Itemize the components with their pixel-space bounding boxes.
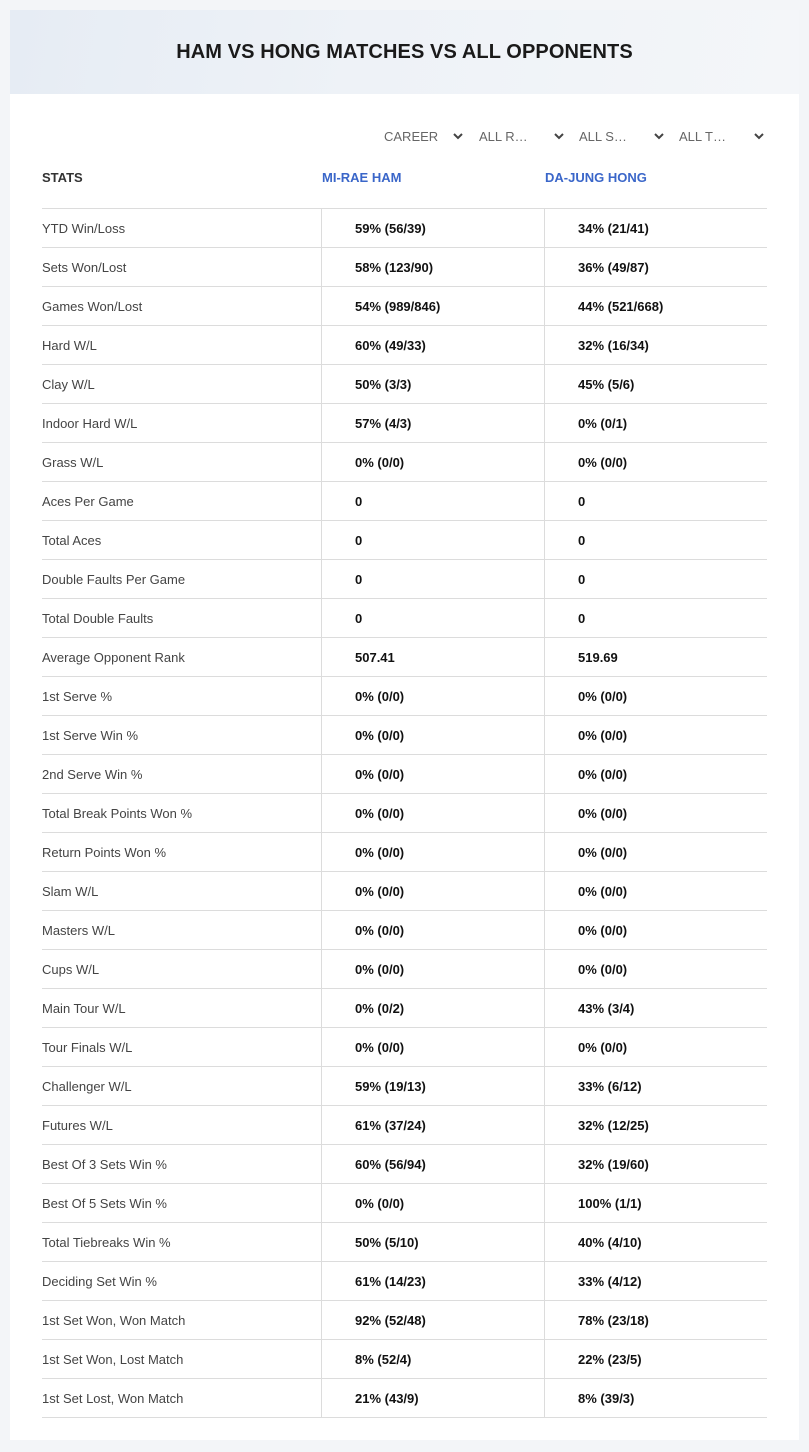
table-row — [42, 1067, 767, 1106]
table-row — [42, 677, 767, 716]
player2-value: 0% (0/0) — [544, 443, 767, 481]
chevron-down-icon — [553, 130, 565, 142]
table-row — [42, 1340, 767, 1379]
table-row — [42, 326, 767, 365]
table-row — [42, 755, 767, 794]
stat-label: Return Points Won % — [42, 844, 167, 860]
player2-value: 0% (0/0) — [544, 755, 767, 793]
player1-link[interactable]: MI-RAE HAM — [322, 170, 402, 185]
stats-table — [42, 208, 767, 1418]
stat-label: Main Tour W/L — [42, 1000, 126, 1016]
filter-label: ALL S… — [579, 128, 627, 144]
table-row — [42, 1301, 767, 1340]
player1-value: 0% (0/0) — [321, 872, 544, 910]
stat-label: Indoor Hard W/L — [42, 415, 138, 431]
chevron-down-icon — [753, 130, 765, 142]
filter-bar — [10, 126, 799, 146]
filter-label: ALL R… — [479, 128, 528, 144]
table-header — [42, 170, 767, 190]
table-row — [42, 1223, 767, 1262]
stat-label: Grass W/L — [42, 454, 104, 470]
stat-label: Aces Per Game — [42, 493, 134, 509]
player1-value: 0% (0/0) — [321, 1028, 544, 1066]
stat-label: Best Of 3 Sets Win % — [42, 1156, 167, 1172]
player2-value: 43% (3/4) — [544, 989, 767, 1027]
filter-period-select[interactable] — [384, 126, 464, 146]
stat-label: Masters W/L — [42, 922, 115, 938]
player2-value: 0% (0/0) — [544, 1028, 767, 1066]
table-row — [42, 911, 767, 950]
player2-value: 0% (0/1) — [544, 404, 767, 442]
player1-value: 58% (123/90) — [321, 248, 544, 286]
player1-value: 61% (37/24) — [321, 1106, 544, 1144]
table-row — [42, 1379, 767, 1418]
player2-value: 44% (521/668) — [544, 287, 767, 325]
table-row — [42, 560, 767, 599]
player1-value: 0% (0/0) — [321, 833, 544, 871]
player2-value: 32% (16/34) — [544, 326, 767, 364]
filter-surface-select[interactable] — [579, 126, 665, 146]
table-row — [42, 1145, 767, 1184]
table-row — [42, 443, 767, 482]
table-row — [42, 638, 767, 677]
player1-value: 0% (0/0) — [321, 1184, 544, 1222]
stat-label: Total Break Points Won % — [42, 805, 193, 821]
player1-value: 0% (0/0) — [321, 716, 544, 754]
stat-label: YTD Win/Loss — [42, 220, 126, 236]
stats-card — [10, 10, 799, 1440]
table-row — [42, 482, 767, 521]
player2-value: 0% (0/0) — [544, 794, 767, 832]
player1-value: 50% (3/3) — [321, 365, 544, 403]
player2-value: 45% (5/6) — [544, 365, 767, 403]
player1-value: 507.41 — [321, 638, 544, 676]
stat-label: Futures W/L — [42, 1117, 113, 1133]
player2-value: 33% (6/12) — [544, 1067, 767, 1105]
card-header — [10, 10, 799, 94]
player1-value: 60% (56/94) — [321, 1145, 544, 1183]
player2-value: 519.69 — [544, 638, 767, 676]
table-row — [42, 989, 767, 1028]
player1-value: 0 — [321, 521, 544, 559]
player2-value: 40% (4/10) — [544, 1223, 767, 1261]
player2-value: 0% (0/0) — [544, 833, 767, 871]
player2-value: 0 — [544, 482, 767, 520]
player2-value: 0 — [544, 560, 767, 598]
stat-label: Sets Won/Lost — [42, 259, 127, 275]
chevron-down-icon — [653, 130, 665, 142]
table-row — [42, 248, 767, 287]
table-row — [42, 716, 767, 755]
player1-value: 0 — [321, 560, 544, 598]
stats-column-header: STATS — [42, 170, 83, 185]
player1-value: 0% (0/0) — [321, 950, 544, 988]
player2-value: 0% (0/0) — [544, 677, 767, 715]
table-row — [42, 404, 767, 443]
player2-value: 100% (1/1) — [544, 1184, 767, 1222]
player1-value: 59% (19/13) — [321, 1067, 544, 1105]
filter-label: ALL T… — [679, 128, 726, 144]
player1-value: 59% (56/39) — [321, 209, 544, 247]
player1-value: 0% (0/0) — [321, 443, 544, 481]
stat-label: Best Of 5 Sets Win % — [42, 1195, 167, 1211]
table-row — [42, 1028, 767, 1067]
player1-value: 57% (4/3) — [321, 404, 544, 442]
player1-value: 0% (0/0) — [321, 755, 544, 793]
page-title: HAM VS HONG MATCHES VS ALL OPPONENTS — [176, 40, 633, 63]
player2-value: 34% (21/41) — [544, 209, 767, 247]
stat-label: 2nd Serve Win % — [42, 766, 143, 782]
table-row — [42, 209, 767, 248]
player2-value: 36% (49/87) — [544, 248, 767, 286]
player1-value: 0% (0/0) — [321, 794, 544, 832]
table-row — [42, 287, 767, 326]
stat-label: Hard W/L — [42, 337, 97, 353]
table-row — [42, 365, 767, 404]
table-row — [42, 1106, 767, 1145]
table-row — [42, 950, 767, 989]
stat-label: 1st Set Won, Lost Match — [42, 1351, 184, 1367]
player2-value: 0 — [544, 599, 767, 637]
stat-label: Total Aces — [42, 532, 102, 548]
player1-value: 0% (0/0) — [321, 911, 544, 949]
stat-label: Slam W/L — [42, 883, 99, 899]
player2-value: 0% (0/0) — [544, 911, 767, 949]
player1-value: 61% (14/23) — [321, 1262, 544, 1300]
player2-value: 0% (0/0) — [544, 950, 767, 988]
player2-value: 8% (39/3) — [544, 1379, 767, 1417]
filter-round-select[interactable] — [479, 126, 565, 146]
player2-value: 0% (0/0) — [544, 872, 767, 910]
player2-value: 32% (19/60) — [544, 1145, 767, 1183]
filter-label: CAREER — [384, 128, 439, 144]
stat-label: Challenger W/L — [42, 1078, 132, 1094]
player1-value: 50% (5/10) — [321, 1223, 544, 1261]
player2-value: 0 — [544, 521, 767, 559]
player1-value: 8% (52/4) — [321, 1340, 544, 1378]
stat-label: Double Faults Per Game — [42, 571, 186, 587]
stat-label: 1st Serve Win % — [42, 727, 139, 743]
table-row — [42, 521, 767, 560]
player1-value: 0 — [321, 599, 544, 637]
chevron-down-icon — [452, 130, 464, 142]
stat-label: Total Double Faults — [42, 610, 154, 626]
player2-link[interactable]: DA-JUNG HONG — [545, 170, 647, 185]
stat-label: Total Tiebreaks Win % — [42, 1234, 171, 1250]
player1-value: 0% (0/2) — [321, 989, 544, 1027]
table-row — [42, 794, 767, 833]
stat-label: 1st Set Lost, Won Match — [42, 1390, 184, 1406]
player2-value: 22% (23/5) — [544, 1340, 767, 1378]
player2-value: 33% (4/12) — [544, 1262, 767, 1300]
player1-value: 60% (49/33) — [321, 326, 544, 364]
player1-value: 0% (0/0) — [321, 677, 544, 715]
player2-value: 32% (12/25) — [544, 1106, 767, 1144]
player1-value: 92% (52/48) — [321, 1301, 544, 1339]
stat-label: Clay W/L — [42, 376, 95, 392]
stat-label: Average Opponent Rank — [42, 649, 185, 665]
player1-value: 54% (989/846) — [321, 287, 544, 325]
player2-value: 0% (0/0) — [544, 716, 767, 754]
player1-value: 21% (43/9) — [321, 1379, 544, 1417]
stat-label: Tour Finals W/L — [42, 1039, 133, 1055]
stat-label: Cups W/L — [42, 961, 100, 977]
table-row — [42, 1262, 767, 1301]
stat-label: Games Won/Lost — [42, 298, 143, 314]
stat-label: 1st Set Won, Won Match — [42, 1312, 186, 1328]
table-row — [42, 1184, 767, 1223]
player2-value: 78% (23/18) — [544, 1301, 767, 1339]
table-row — [42, 599, 767, 638]
table-row — [42, 833, 767, 872]
player1-value: 0 — [321, 482, 544, 520]
stat-label: Deciding Set Win % — [42, 1273, 157, 1289]
filter-tournament-select[interactable] — [679, 126, 765, 146]
stat-label: 1st Serve % — [42, 688, 113, 704]
table-row — [42, 872, 767, 911]
